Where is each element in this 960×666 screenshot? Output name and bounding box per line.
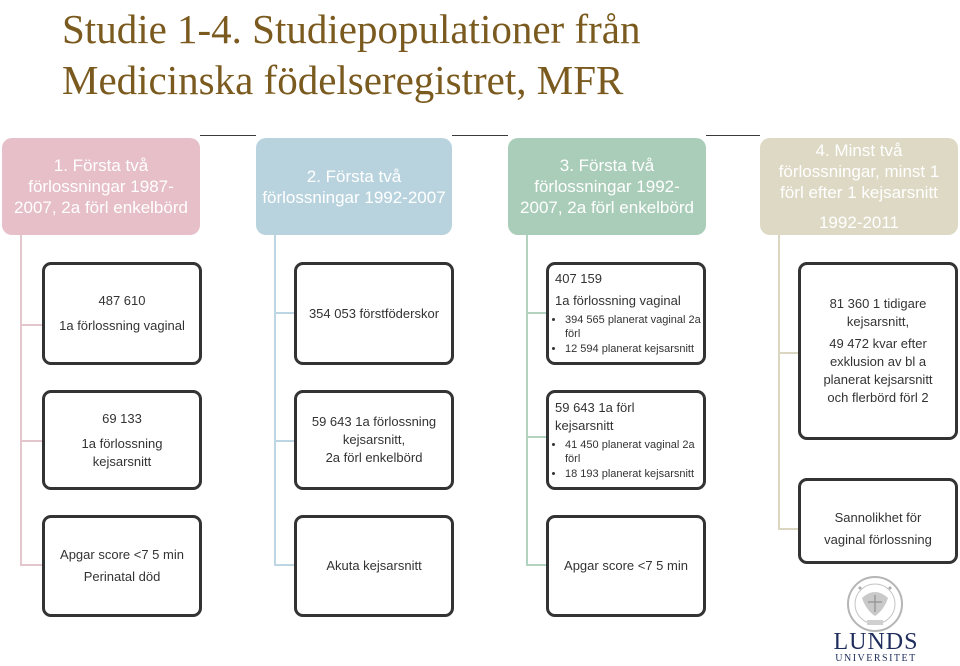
- col3-box-vaginal: [546, 262, 706, 365]
- col4-box-line-2: kejsarsnitt,: [846, 314, 910, 329]
- col1-branch-2: [20, 440, 42, 442]
- col1-box-outcome-line-2: Perinatal död: [83, 569, 161, 584]
- col2-box-cesarean-line-2: kejsarsnitt,: [342, 432, 406, 447]
- header-connector-2: [452, 135, 508, 136]
- col2-box-outcome-text: Akuta kejsarsnitt: [326, 558, 422, 573]
- header-study-2: [256, 138, 452, 235]
- header-study-4-years: 1992-2011: [818, 213, 900, 232]
- col3-box-vaginal-count: 407 159: [555, 271, 602, 286]
- university-seal-icon: [838, 572, 912, 632]
- col4-branch-1: [778, 352, 798, 354]
- col1-box-vaginal-label: 1a förlossning vaginal: [59, 318, 185, 333]
- col2-branch-1: [274, 312, 294, 314]
- col3-box-cesarean-line-2: kejsarsnitt: [555, 417, 614, 433]
- header-study-3-text: 3. Första två förlossningar 1992-2007, 2a förl enkelbörd: [520, 156, 694, 217]
- col3-box-outcome: [546, 515, 706, 617]
- col1-box-cesarean-label-2: kejsarsnitt: [92, 453, 152, 469]
- col4-box-outcome-line-2: vaginal förlossning: [824, 532, 932, 547]
- university-logo: [832, 631, 920, 665]
- col2-box-outcome: [294, 515, 454, 617]
- col1-box-outcome: [42, 515, 202, 617]
- col4-box-prior-cesarean: [798, 262, 958, 440]
- list-item: • 12 594 planerat kejsarsnitt: [565, 342, 703, 356]
- col4-box-outcome-line-1: Sannolikhet för: [834, 510, 922, 525]
- col4-box-outcome: [798, 478, 958, 564]
- university-logo-sub: UNIVERSITET: [835, 653, 917, 664]
- col4-box-line-4: exklusion av bl a: [829, 354, 927, 369]
- col3-branch-1: [526, 312, 546, 314]
- header-study-4: [760, 138, 958, 235]
- header-study-1-text: 1. Första två förlossningar 1987-2007, 2a förl enkelbörd: [14, 156, 188, 217]
- page-title: [62, 4, 942, 106]
- col3-tree-line: [526, 235, 528, 564]
- header-study-3: [508, 138, 706, 235]
- col2-box-cesarean: [294, 390, 454, 490]
- list-item: • 394 565 planerat vaginal 2a förl: [565, 313, 703, 341]
- col3-box-cesarean-line-1: 59 643 1a förl: [555, 399, 635, 415]
- col4-box-line-3: 49 472 kvar efter: [829, 336, 927, 351]
- col4-box-line-1: 81 360 1 tidigare: [829, 296, 927, 311]
- col2-box-primiparous: [294, 262, 454, 365]
- col3-branch-3: [526, 564, 546, 566]
- col2-branch-3: [274, 564, 294, 566]
- list-item: • 18 193 planerat kejsarsnitt: [565, 467, 703, 481]
- col1-box-outcome-line-1: Apgar score <7 5 min: [60, 547, 184, 562]
- col1-branch-3: [20, 564, 42, 566]
- page-title-line-1: Studie 1-4. Studiepopulationer från: [62, 6, 641, 52]
- col4-branch-2: [778, 528, 798, 530]
- col3-box-cesarean: [546, 390, 706, 490]
- col3-branch-2: [526, 436, 546, 438]
- list-item: • 41 450 planerat vaginal 2a förl: [565, 438, 703, 466]
- header-study-4-text: 4. Minst två förlossningar, minst 1 förl efter 1 kejsarsnitt: [778, 141, 940, 202]
- col2-box-primiparous-text: 354 053 förstföderskor: [308, 305, 440, 321]
- col3-box-outcome-text: Apgar score <7 5 min: [564, 558, 688, 573]
- col3-box-vaginal-label: 1a förlossning vaginal: [555, 293, 681, 308]
- col1-box-vaginal-count: 487 610: [98, 293, 146, 308]
- header-connector-3: [706, 135, 760, 136]
- col1-box-cesarean: [42, 390, 202, 490]
- col4-box-line-5: planerat kejsarsnitt: [823, 372, 933, 387]
- col1-box-vaginal: [42, 262, 202, 365]
- col4-tree-line: [778, 235, 780, 528]
- col3-box-vaginal-list: [555, 312, 703, 357]
- university-logo-name: LUNDS: [833, 629, 919, 655]
- col1-box-cesarean-count: 69 133: [102, 410, 142, 426]
- col4-box-line-6: och flerbörd förl 2: [827, 390, 929, 405]
- col1-branch-1: [20, 324, 42, 326]
- header-connector-1: [200, 135, 256, 136]
- col2-box-cesarean-line-3: 2a förl enkelbörd: [325, 450, 423, 465]
- col3-box-cesarean-list: [555, 437, 703, 482]
- col2-branch-2: [274, 440, 294, 442]
- col2-box-cesarean-line-1: 59 643 1a förlossning: [311, 414, 437, 429]
- header-study-2-text: 2. Första två förlossningar 1992-2007: [262, 166, 446, 207]
- col1-tree-line: [20, 235, 22, 564]
- page-title-line-2: Medicinska födelseregistret, MFR: [62, 57, 624, 103]
- header-study-1: [2, 138, 200, 235]
- col1-box-cesarean-label-1: 1a förlossning: [81, 435, 163, 451]
- col2-tree-line: [274, 235, 276, 564]
